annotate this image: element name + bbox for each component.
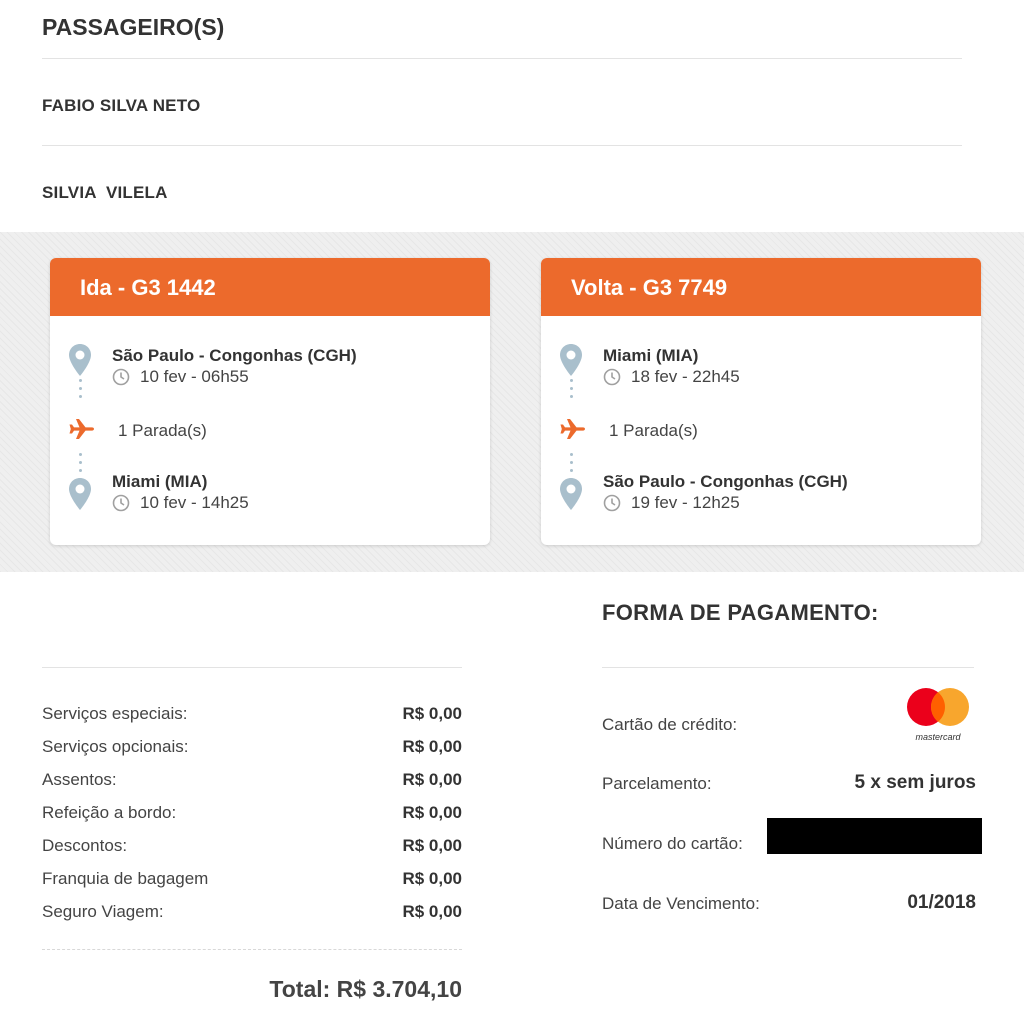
summary-row	[42, 803, 462, 823]
flight-card-return	[541, 258, 981, 545]
stops-count: 1 Parada(s)	[609, 421, 698, 440]
arrival-time: 10 fev - 14h25	[140, 493, 249, 512]
installments-value: 5 x sem juros	[854, 772, 976, 793]
divider	[42, 145, 962, 146]
location-pin-icon	[68, 478, 92, 510]
origin-airport: São Paulo - Congonhas (CGH)	[112, 346, 357, 365]
location-pin-icon	[559, 344, 583, 376]
summary-value: R$ 0,00	[402, 803, 462, 822]
summary-label: Refeição a bordo:	[42, 803, 177, 822]
passenger-name: FABIO SILVA NETO	[42, 96, 201, 115]
expiry-row	[602, 894, 976, 914]
clock-icon	[112, 368, 130, 386]
divider	[42, 58, 962, 59]
flights-band	[0, 232, 1024, 572]
card-type-label: Cartão de crédito:	[602, 715, 738, 734]
flight-header: Volta - G3 7749	[541, 258, 981, 316]
summary-row	[42, 770, 462, 790]
passenger-name: SILVIA VILELA	[42, 183, 168, 202]
summary-row	[42, 836, 462, 856]
passengers-title: PASSAGEIRO(S)	[42, 14, 225, 40]
departure-time-row	[603, 367, 740, 387]
summary-value: R$ 0,00	[402, 836, 462, 855]
total-price: Total: R$ 3.704,10	[269, 976, 462, 1002]
route-dots	[570, 379, 573, 403]
location-pin-icon	[68, 344, 92, 376]
plane-icon	[68, 418, 96, 440]
plane-icon	[559, 418, 587, 440]
summary-value: R$ 0,00	[402, 902, 462, 921]
expiry-label: Data de Vencimento:	[602, 894, 760, 913]
installments-row	[602, 774, 976, 794]
clock-icon	[112, 494, 130, 512]
summary-label: Serviços especiais:	[42, 704, 188, 723]
card-number-redacted	[767, 818, 982, 854]
destination-airport: Miami (MIA)	[112, 472, 208, 491]
arrival-time-row	[112, 493, 249, 513]
divider	[42, 667, 462, 668]
departure-time: 10 fev - 06h55	[140, 367, 249, 386]
departure-time-row	[112, 367, 249, 387]
location-pin-icon	[559, 478, 583, 510]
stops-count: 1 Parada(s)	[118, 421, 207, 440]
summary-row	[42, 737, 462, 757]
flight-header: Ida - G3 1442	[50, 258, 490, 316]
summary-label: Descontos:	[42, 836, 128, 855]
departure-time: 18 fev - 22h45	[631, 367, 740, 386]
origin-airport: Miami (MIA)	[603, 346, 699, 365]
summary-label: Franquia de bagagem	[42, 869, 209, 888]
destination-airport: São Paulo - Congonhas (CGH)	[603, 472, 848, 491]
summary-label: Seguro Viagem:	[42, 902, 164, 921]
summary-row	[42, 704, 462, 724]
clock-icon	[603, 368, 621, 386]
installments-label: Parcelamento:	[602, 774, 712, 793]
card-number-label: Número do cartão:	[602, 834, 743, 853]
divider	[602, 667, 974, 668]
divider	[42, 949, 462, 950]
card-brand: mastercard	[915, 732, 961, 742]
summary-value: R$ 0,00	[402, 704, 462, 723]
route-dots	[570, 453, 573, 477]
summary-value: R$ 0,00	[402, 737, 462, 756]
summary-row	[42, 902, 462, 922]
summary-value: R$ 0,00	[402, 770, 462, 789]
card-number-row	[602, 834, 976, 854]
flight-card-outbound	[50, 258, 490, 545]
clock-icon	[603, 494, 621, 512]
arrival-time-row	[603, 493, 740, 513]
summary-row	[42, 869, 462, 889]
mastercard-logo	[900, 685, 976, 745]
route-dots	[79, 453, 82, 477]
summary-label: Serviços opcionais:	[42, 737, 189, 756]
arrival-time: 19 fev - 12h25	[631, 493, 740, 512]
summary-label: Assentos:	[42, 770, 117, 789]
payment-card-row	[602, 715, 976, 742]
payment-title: FORMA DE PAGAMENTO:	[602, 600, 879, 625]
summary-value: R$ 0,00	[402, 869, 462, 888]
expiry-value: 01/2018	[907, 892, 976, 913]
route-dots	[79, 379, 82, 403]
